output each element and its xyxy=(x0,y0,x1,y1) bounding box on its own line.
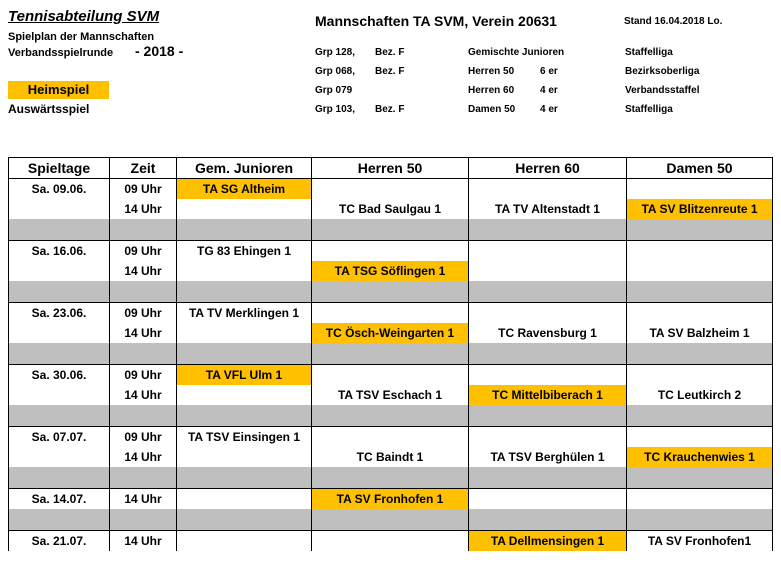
match-cell xyxy=(627,261,773,282)
match-cell: TA TSV Berghülen 1 xyxy=(469,447,627,468)
separator-cell xyxy=(312,510,469,531)
match-cell xyxy=(627,179,773,200)
match-cell xyxy=(469,489,627,510)
separator-cell xyxy=(469,344,627,365)
matchday-date xyxy=(9,199,110,220)
header-herren-60: Herren 60 xyxy=(469,158,627,179)
group-liga: Bezirksoberliga xyxy=(625,66,700,77)
header-spieltage: Spieltage xyxy=(9,158,110,179)
match-cell: TC Ravensburg 1 xyxy=(469,323,627,344)
match-cell: TC Leutkirch 2 xyxy=(627,385,773,406)
matchday-date xyxy=(9,385,110,406)
home-match-cell: TA SG Altheim xyxy=(177,179,312,200)
table-header-row xyxy=(9,158,773,179)
stand-date: Stand 16.04.2018 Lo. xyxy=(624,16,723,27)
separator-cell xyxy=(312,282,469,303)
match-cell: TA SV Fronhofen1 xyxy=(627,531,773,552)
separator-row xyxy=(9,220,773,241)
separator-cell xyxy=(469,220,627,241)
subtitle-plan: Spielplan der Mannschaften xyxy=(8,31,155,43)
home-match-cell: TC Mittelbiberach 1 xyxy=(469,385,627,406)
matchday-date: Sa. 30.06. xyxy=(9,365,110,386)
group-team: Herren 60 xyxy=(468,85,515,96)
separator-cell xyxy=(177,468,312,489)
match-cell: TA TV Altenstadt 1 xyxy=(469,199,627,220)
table-row xyxy=(9,489,773,510)
separator-cell xyxy=(627,344,773,365)
match-cell xyxy=(627,241,773,262)
match-cell xyxy=(469,365,627,386)
match-cell xyxy=(177,531,312,552)
separator-cell xyxy=(627,406,773,427)
separator-cell xyxy=(9,468,110,489)
match-cell xyxy=(469,241,627,262)
matchday-date: Sa. 07.07. xyxy=(9,427,110,448)
group-bez: Bez. F xyxy=(375,47,405,58)
home-match-cell: TA SV Blitzenreute 1 xyxy=(627,199,773,220)
matchday-date: Sa. 16.06. xyxy=(9,241,110,262)
group-grp: Grp 128, xyxy=(315,47,356,58)
match-cell xyxy=(469,427,627,448)
match-cell xyxy=(469,303,627,324)
match-cell: TA TV Merklingen 1 xyxy=(177,303,312,324)
match-cell xyxy=(312,365,469,386)
home-match-cell: TA VFL Ulm 1 xyxy=(177,365,312,386)
separator-cell xyxy=(110,220,177,241)
match-cell xyxy=(627,489,773,510)
separator-row xyxy=(9,406,773,427)
group-grp: Grp 079 xyxy=(315,85,353,96)
separator-cell xyxy=(110,282,177,303)
group-size: 6 er xyxy=(540,66,558,77)
separator-cell xyxy=(9,220,110,241)
header-gem-junioren: Gem. Junioren xyxy=(177,158,312,179)
group-liga: Verbandsstaffel xyxy=(625,85,700,96)
teams-title: Mannschaften TA SVM, Verein 20631 xyxy=(315,13,557,29)
matchday-date xyxy=(9,261,110,282)
match-cell xyxy=(177,199,312,220)
header-damen-50: Damen 50 xyxy=(627,158,773,179)
match-cell xyxy=(627,365,773,386)
table-row xyxy=(9,531,773,552)
group-bez: Bez. F xyxy=(375,104,405,115)
match-cell: TA TSV Eschach 1 xyxy=(312,385,469,406)
matchday-date: Sa. 14.07. xyxy=(9,489,110,510)
matchday-date: Sa. 21.07. xyxy=(9,531,110,552)
table-row xyxy=(9,261,773,282)
match-time: 09 Uhr xyxy=(110,365,177,386)
separator-row xyxy=(9,510,773,531)
home-match-cell: TC Ösch-Weingarten 1 xyxy=(312,323,469,344)
legend-home-game: Heimspiel xyxy=(8,81,109,99)
group-size: 4 er xyxy=(540,104,558,115)
match-time: 09 Uhr xyxy=(110,241,177,262)
separator-cell xyxy=(469,468,627,489)
table-row xyxy=(9,447,773,468)
matchday-date: Sa. 09.06. xyxy=(9,179,110,200)
separator-cell xyxy=(312,406,469,427)
group-grp: Grp 103, xyxy=(315,104,356,115)
separator-row xyxy=(9,468,773,489)
separator-cell xyxy=(627,468,773,489)
match-cell xyxy=(312,241,469,262)
separator-cell xyxy=(177,510,312,531)
group-bez: Bez. F xyxy=(375,66,405,77)
separator-cell xyxy=(627,282,773,303)
group-team: Gemischte Junioren xyxy=(468,47,565,58)
match-cell: TG 83 Ehingen 1 xyxy=(177,241,312,262)
match-cell xyxy=(469,179,627,200)
home-match-cell: TA SV Fronhofen 1 xyxy=(312,489,469,510)
match-cell xyxy=(177,447,312,468)
separator-cell xyxy=(110,468,177,489)
match-cell xyxy=(312,303,469,324)
match-time: 14 Uhr xyxy=(110,385,177,406)
separator-cell xyxy=(9,510,110,531)
header-herren-50: Herren 50 xyxy=(312,158,469,179)
group-size: 4 er xyxy=(540,85,558,96)
match-time: 14 Uhr xyxy=(110,199,177,220)
season-label: - 2018 - xyxy=(135,43,184,59)
match-cell: TA SV Balzheim 1 xyxy=(627,323,773,344)
match-cell: TC Baindt 1 xyxy=(312,447,469,468)
separator-cell xyxy=(9,344,110,365)
table-row xyxy=(9,385,773,406)
match-cell xyxy=(177,261,312,282)
table-row xyxy=(9,323,773,344)
match-cell xyxy=(177,489,312,510)
separator-cell xyxy=(627,510,773,531)
match-time: 14 Uhr xyxy=(110,447,177,468)
separator-cell xyxy=(177,406,312,427)
home-match-cell: TA Dellmensingen 1 xyxy=(469,531,627,552)
separator-row xyxy=(9,344,773,365)
group-liga: Staffelliga xyxy=(625,47,673,58)
match-cell xyxy=(312,531,469,552)
schedule-table xyxy=(8,157,773,551)
group-team: Damen 50 xyxy=(468,104,516,115)
match-time: 09 Uhr xyxy=(110,179,177,200)
separator-cell xyxy=(469,510,627,531)
match-cell xyxy=(627,303,773,324)
separator-cell xyxy=(469,282,627,303)
match-cell xyxy=(177,323,312,344)
legend-away-game: Auswärtsspiel xyxy=(8,102,90,116)
table-row xyxy=(9,199,773,220)
match-cell xyxy=(627,427,773,448)
header-zeit: Zeit xyxy=(110,158,177,179)
match-cell xyxy=(469,261,627,282)
match-cell xyxy=(312,427,469,448)
group-team: Herren 50 xyxy=(468,66,515,77)
table-row xyxy=(9,427,773,448)
match-time: 14 Uhr xyxy=(110,261,177,282)
home-match-cell: TA TSG Söflingen 1 xyxy=(312,261,469,282)
separator-cell xyxy=(9,282,110,303)
page-title: Tennisabteilung SVM xyxy=(8,8,160,25)
match-time: 14 Uhr xyxy=(110,531,177,552)
separator-cell xyxy=(110,406,177,427)
match-cell xyxy=(312,179,469,200)
table-row xyxy=(9,241,773,262)
match-time: 14 Uhr xyxy=(110,489,177,510)
separator-cell xyxy=(312,220,469,241)
separator-cell xyxy=(177,220,312,241)
matchday-date: Sa. 23.06. xyxy=(9,303,110,324)
match-cell xyxy=(177,385,312,406)
group-grp: Grp 068, xyxy=(315,66,356,77)
group-liga: Staffelliga xyxy=(625,104,673,115)
separator-row xyxy=(9,282,773,303)
table-row xyxy=(9,179,773,200)
home-match-cell: TC Krauchenwies 1 xyxy=(627,447,773,468)
separator-cell xyxy=(469,406,627,427)
separator-cell xyxy=(177,344,312,365)
match-cell: TC Bad Saulgau 1 xyxy=(312,199,469,220)
table-row xyxy=(9,365,773,386)
table-row xyxy=(9,303,773,324)
separator-cell xyxy=(312,344,469,365)
match-cell: TA TSV Einsingen 1 xyxy=(177,427,312,448)
match-time: 09 Uhr xyxy=(110,427,177,448)
separator-cell xyxy=(9,406,110,427)
matchday-date xyxy=(9,323,110,344)
match-time: 14 Uhr xyxy=(110,323,177,344)
match-time: 09 Uhr xyxy=(110,303,177,324)
matchday-date xyxy=(9,447,110,468)
subtitle-round: Verbandsspielrunde xyxy=(8,47,114,59)
separator-cell xyxy=(177,282,312,303)
separator-cell xyxy=(110,344,177,365)
separator-cell xyxy=(627,220,773,241)
separator-cell xyxy=(312,468,469,489)
separator-cell xyxy=(110,510,177,531)
